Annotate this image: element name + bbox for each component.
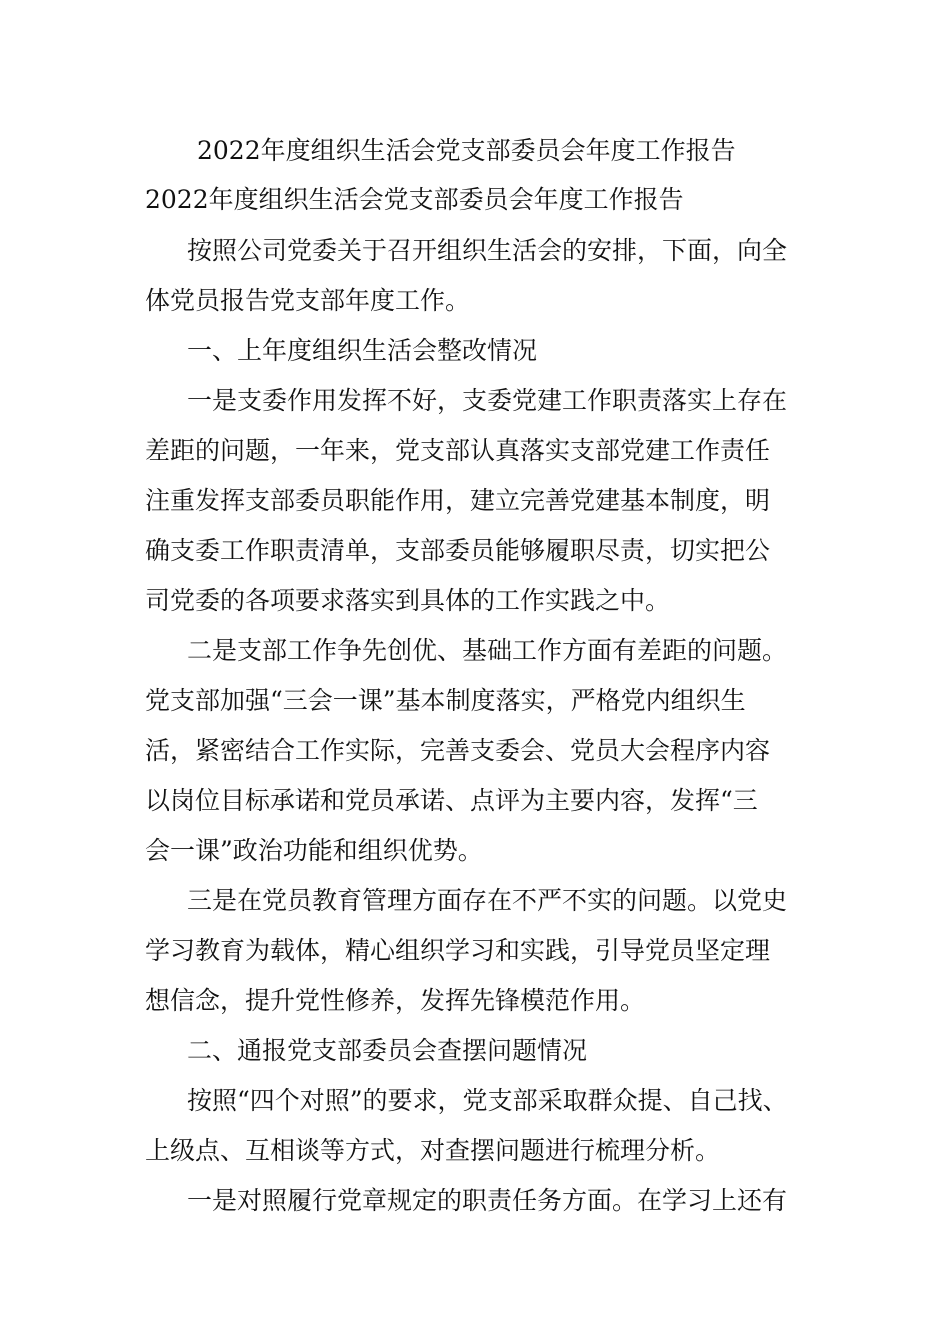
- paragraph-line: 确支委工作职责清单，支部委员能够履职尽责，切实把公: [145, 536, 771, 565]
- paragraph-line: 会一课”政治功能和组织优势。: [145, 836, 483, 865]
- paragraph-line: 二是支部工作争先创优、基础工作方面有差距的问题。: [187, 636, 788, 665]
- paragraph-line: 上级点、互相谈等方式，对查摆问题进行梳理分析。: [145, 1136, 721, 1165]
- paragraph-line: 一是对照履行党章规定的职责任务方面。在学习上还有: [187, 1186, 788, 1215]
- paragraph-line: 一是支委作用发挥不好，支委党建工作职责落实上存在: [187, 386, 788, 415]
- paragraph-line: 司党委的各项要求落实到具体的工作实践之中。: [145, 586, 671, 615]
- paragraph-line: 注重发挥支部委员职能作用，建立完善党建基本制度，明: [145, 486, 771, 515]
- paragraph-line: 按照“四个对照”的要求，党支部采取群众提、自己找、: [187, 1086, 788, 1115]
- paragraph-line: 按照公司党委关于召开组织生活会的安排，下面，向全: [187, 236, 788, 265]
- document-subtitle: 2022年度组织生活会党支部委员会年度工作报告: [145, 185, 684, 214]
- paragraph-line: 学习教育为载体，精心组织学习和实践，引导党员坚定理: [145, 936, 771, 965]
- paragraph-line: 差距的问题，一年来，党支部认真落实支部党建工作责任: [145, 436, 771, 465]
- paragraph-line: 以岗位目标承诺和党员承诺、点评为主要内容，发挥“三: [145, 786, 758, 815]
- document-title: 2022年度组织生活会党支部委员会年度工作报告: [197, 136, 736, 165]
- section-heading: 一、上年度组织生活会整改情况: [187, 336, 538, 365]
- paragraph-line: 党支部加强“三会一课”基本制度落实，严格党内组织生: [145, 686, 746, 715]
- paragraph-line: 想信念，提升党性修养，发挥先锋模范作用。: [145, 986, 646, 1015]
- paragraph-line: 体党员报告党支部年度工作。: [145, 286, 471, 315]
- paragraph-line: 活，紧密结合工作实际，完善支委会、党员大会程序内容: [145, 736, 771, 765]
- section-heading: 二、通报党支部委员会查摆问题情况: [187, 1036, 588, 1065]
- paragraph-line: 三是在党员教育管理方面存在不严不实的问题。以党史: [187, 886, 788, 915]
